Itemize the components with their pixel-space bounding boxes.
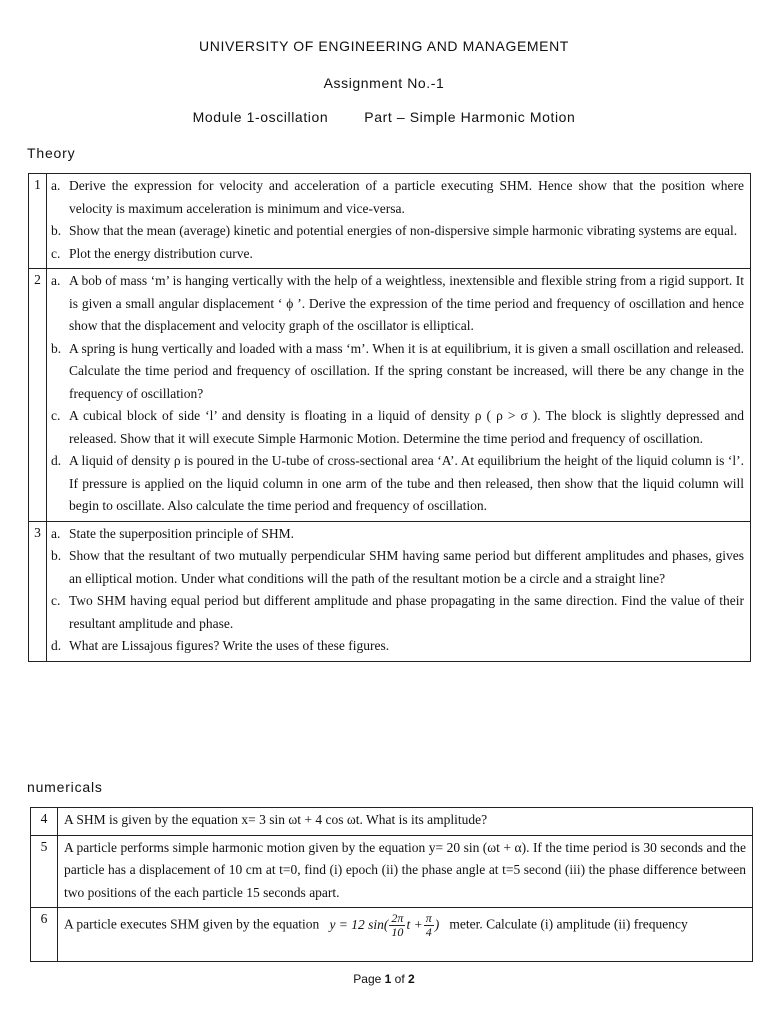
table-row — [29, 174, 751, 269]
question-number: 3 — [29, 521, 47, 661]
equation-rhs: ) — [434, 916, 440, 932]
item-label: c. — [51, 408, 61, 423]
module-name: Module 1-oscillation — [192, 109, 329, 125]
question-continuation: meter. Calculate (i) amplitude (ii) frequency — [449, 916, 688, 932]
list-item — [51, 405, 744, 450]
table-row — [31, 835, 753, 908]
item-text: Two SHM having equal period but different amplitude and phase propagating in the same direction. Find the value of their resultant amplitude and phase. — [69, 593, 744, 631]
list-item — [51, 338, 744, 406]
current-page: 1 — [384, 972, 392, 986]
item-label: d. — [51, 638, 62, 653]
part-name: Part – Simple Harmonic Motion — [364, 109, 576, 125]
fraction-denominator: 4 — [425, 925, 432, 939]
page-footer — [0, 972, 768, 986]
table-row — [31, 808, 753, 836]
theory-table — [28, 173, 751, 662]
equation — [329, 911, 442, 939]
list-item — [51, 175, 744, 220]
item-text: Show that the resultant of two mutually perpendicular SHM having same period but different amplitudes and phases, gives an elliptical motion. Under what conditions will the path of the resultant motion be a circle and a straight line? — [69, 548, 744, 586]
item-text: What are Lissajous figures? Write the uses of these figures. — [69, 638, 390, 653]
item-label: b. — [51, 340, 62, 356]
fraction-numerator: π — [425, 911, 432, 925]
item-text: Show that the mean (average) kinetic and potential energies of non-dispersive simple harmonic vibrating systems are equal. — [69, 223, 738, 238]
question-text: A particle performs simple harmonic motion given by the equation y= 20 sin (ωt + α). If the time period is 30 seconds and the particle has a displacement of 10 cm at t=0, find (i) epoch (ii) the phase angle at t=5 second (iii) the phase difference between two positions of the each particle 15 seconds apart. — [58, 835, 753, 908]
question-body — [47, 521, 751, 661]
item-label: d. — [51, 453, 62, 468]
list-item — [51, 450, 744, 518]
page-word: Page — [353, 972, 382, 986]
university-title: UNIVERSITY OF ENGINEERING AND MANAGEMENT — [199, 38, 569, 54]
assignment-number: Assignment No.-1 — [323, 75, 445, 91]
item-text: Derive the expression for velocity and acceleration of a particle executing SHM. Hence show that the position where velocity is maximum acceleration is minimum and vice-versa. — [69, 178, 744, 216]
fraction-denominator: 10 — [391, 925, 404, 939]
list-item — [51, 523, 744, 546]
item-text: A spring is hung vertically and loaded with a mass ‘m’. When it is at equilibrium, it is given a small oscillation and released. Calculate the time period and frequency of oscillation. If the spring constant be increased, will there be any change in the frequency of oscillation? — [69, 340, 744, 401]
question-number: 1 — [29, 174, 47, 269]
of-word: of — [394, 972, 405, 986]
item-text: A cubical block of side ‘l’ and density is floating in a liquid of density ρ ( ρ > σ ). The block is slightly depressed and released. Show that it will execute Simple Harmonic Motion. Determine the time period and frequency of oscillation. — [69, 408, 744, 446]
question-number: 5 — [31, 835, 58, 908]
question-body — [47, 269, 751, 522]
list-item — [51, 243, 744, 266]
list-item — [51, 635, 744, 658]
question-intro: A particle executes SHM given by the equation — [64, 916, 320, 932]
list-item — [51, 545, 744, 590]
numericals-table — [30, 807, 753, 962]
item-text: State the superposition principle of SHM. — [69, 525, 294, 541]
item-label: a. — [51, 178, 61, 193]
question-number: 2 — [29, 269, 47, 522]
question-number: 4 — [31, 808, 58, 836]
list-item — [51, 270, 744, 338]
item-label: a. — [51, 273, 61, 288]
table-row — [29, 269, 751, 522]
fraction-numerator: 2π — [391, 911, 404, 925]
numericals-heading: numericals — [27, 779, 103, 795]
equation-middle: t + — [406, 916, 423, 932]
equation-lhs: y = 12 sin( — [329, 916, 389, 932]
list-item — [51, 590, 744, 635]
question-body — [47, 174, 751, 269]
table-row — [29, 521, 751, 661]
fraction — [424, 912, 434, 939]
item-label: c. — [51, 593, 61, 608]
item-label: b. — [51, 548, 62, 563]
table-row — [31, 908, 753, 962]
module-line — [0, 109, 768, 125]
question-text — [58, 908, 753, 962]
list-item — [51, 220, 744, 243]
item-text: Plot the energy distribution curve. — [69, 245, 253, 261]
fraction — [389, 912, 405, 939]
question-number: 6 — [31, 908, 58, 962]
item-label: c. — [51, 245, 61, 261]
question-text: A SHM is given by the equation x= 3 sin ωt + 4 cos ωt. What is its amplitude? — [58, 808, 753, 836]
item-text: A bob of mass ‘m’ is hanging vertically with the help of a weightless, inextensible and flexible string from a rigid support. It is given a small angular displacement ‘ ϕ ’. Derive the expression of the time period and frequency of oscillation and hence show that the displacement and velocity graph of the oscillator is elliptical. — [69, 273, 744, 333]
item-text: A liquid of density ρ is poured in the U-tube of cross-sectional area ‘A’. At equilibrium the height of the liquid column is ‘l’. If pressure is applied on the liquid column in one arm of the tube and then released, then show that the liquid column will begin to oscillate. Also calculate the time period and frequency of oscillation. — [69, 453, 744, 513]
theory-heading: Theory — [27, 145, 76, 161]
item-label: b. — [51, 223, 62, 238]
item-label: a. — [51, 525, 61, 541]
total-pages: 2 — [408, 972, 415, 986]
